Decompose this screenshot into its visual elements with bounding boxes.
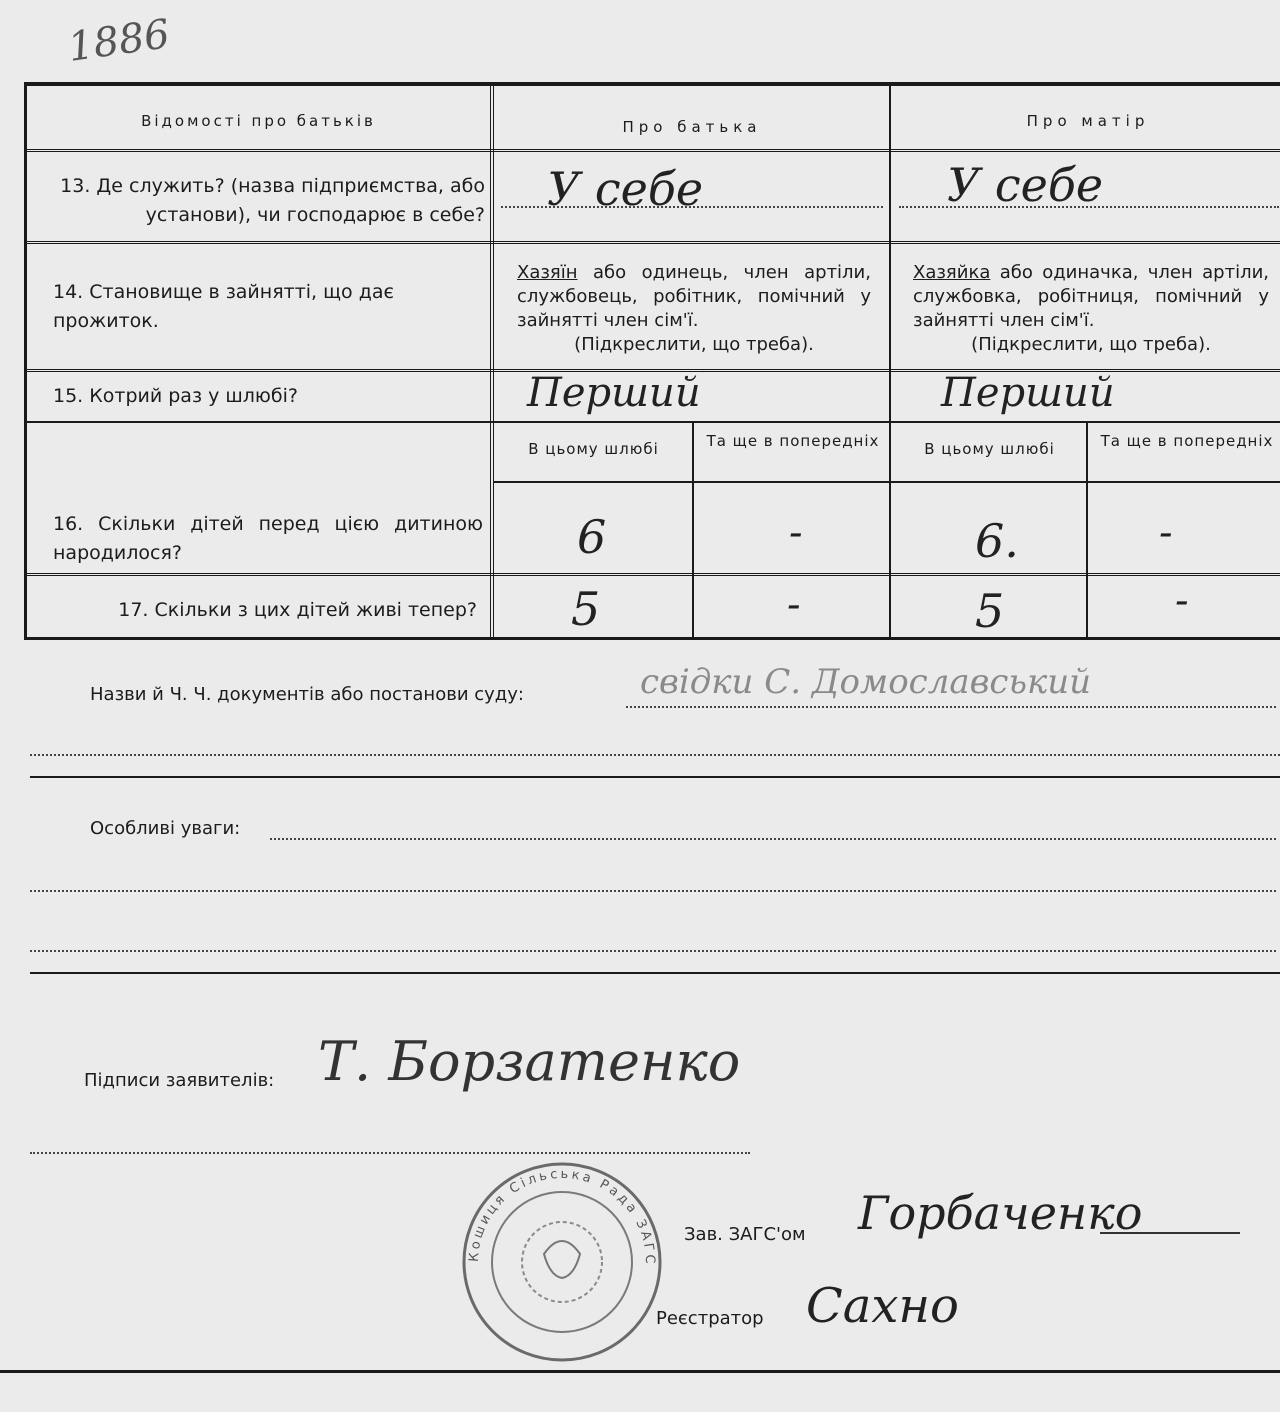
- q15-father-answer: Перший: [527, 370, 701, 416]
- svg-text:Кошиця Сільська Рада ЗАГС: [467, 1167, 657, 1267]
- page-bottom-rule: [0, 1370, 1280, 1373]
- q13-father-line: [501, 206, 883, 208]
- table-rule: [27, 573, 1280, 580]
- q14-mother-selected: Хазяйка: [913, 262, 991, 283]
- q13-mother-answer: У себе: [947, 158, 1104, 212]
- table-rule: [692, 423, 694, 637]
- head-signature: Горбаченко: [858, 1186, 1143, 1240]
- q14-father-other: або одинець, член артіли, службовець, робітник, помічний у зайнятті член сім'ї.: [517, 262, 871, 331]
- documents-label: Назви й Ч. Ч. документів або постанови суду:: [90, 684, 524, 705]
- notes-line: [270, 838, 1276, 840]
- subheader-father-previous: Та ще в попередніх: [706, 432, 880, 450]
- subheader-father-this: В цьому шлюбі: [528, 440, 659, 458]
- q16-label: 16. Скільки дітей перед цією дитиною народилося?: [53, 513, 483, 564]
- parents-info-table: [24, 82, 1280, 640]
- q15-mother-answer: Перший: [941, 370, 1115, 416]
- q17-mother-this: 5: [975, 584, 1005, 638]
- applicants-label: Підписи заявителів:: [84, 1070, 275, 1091]
- q14-mother-options: [913, 261, 1269, 357]
- header-info: Відомості про батьків: [141, 112, 376, 130]
- q17-label: 17. Скільки з цих дітей живі тепер?: [118, 599, 477, 621]
- q16-father-previous: -: [789, 510, 803, 556]
- q14-mother-other: або одиначка, член артіли, службовка, робітниця, помічний у зайнятті член сім'ї.: [913, 262, 1269, 331]
- table-rule: [493, 481, 1280, 483]
- registrar-label: Реєстратор: [656, 1308, 764, 1329]
- table-rule: [889, 86, 891, 637]
- stamp-seal: [458, 1158, 666, 1366]
- notes-line-2: [30, 890, 1276, 892]
- section-divider: [30, 972, 1280, 974]
- official-stamp: [458, 1158, 666, 1366]
- applicants-signature: Т. Борзатенко: [318, 1030, 741, 1093]
- q15-label: 15. Котрий раз у шлюбі?: [53, 385, 298, 407]
- q14-father-selected: Хазяїн: [517, 262, 578, 283]
- documents-line: [626, 706, 1276, 708]
- q13-mother-line: [899, 206, 1279, 208]
- subheader-mother-this: В цьому шлюбі: [924, 440, 1055, 458]
- table-rule: [27, 421, 1280, 423]
- q14-father-hint: (Підкреслити, що треба).: [574, 334, 814, 355]
- table-rule: [1086, 423, 1088, 637]
- q13-label: 13. Де служить? (назва підприємства, або установи), чи господарює в себе?: [60, 175, 485, 226]
- archive-number-note: 1886: [65, 11, 173, 71]
- header-mother: Про матір: [1026, 112, 1150, 130]
- table-rule: [490, 86, 498, 637]
- head-signature-stroke: [1100, 1232, 1240, 1234]
- q14-father-options: [517, 261, 871, 357]
- applicants-line: [30, 1152, 750, 1154]
- q14-mother-hint: (Підкреслити, що треба).: [971, 334, 1211, 355]
- table-rule: [27, 149, 1280, 156]
- head-label: Зав. ЗАГС'ом: [684, 1224, 806, 1245]
- q13-father-answer: У себе: [547, 162, 704, 216]
- q16-father-this: 6: [577, 510, 607, 564]
- table-rule: [27, 241, 1280, 248]
- header-father: Про батька: [622, 118, 762, 136]
- registrar-signature: Сахно: [806, 1278, 959, 1334]
- notes-label: Особливі уваги:: [90, 818, 241, 839]
- q16-mother-this: 6.: [975, 514, 1019, 568]
- q14-label: 14. Становище в зайнятті, що дає прожиток.: [53, 281, 394, 332]
- section-divider: [30, 776, 1280, 778]
- q17-father-this: 5: [571, 582, 601, 636]
- subheader-mother-previous: Та ще в попередніх: [1100, 432, 1274, 450]
- q17-father-previous: -: [787, 582, 801, 628]
- notes-line-3: [30, 950, 1276, 952]
- documents-value: свідки С. Домославський: [640, 662, 1092, 702]
- q17-mother-previous: -: [1175, 578, 1189, 624]
- q16-mother-previous: -: [1159, 510, 1173, 556]
- stamp-text: Кошиця Сільська Рада ЗАГС: [466, 1166, 658, 1267]
- documents-line-2: [30, 754, 1280, 756]
